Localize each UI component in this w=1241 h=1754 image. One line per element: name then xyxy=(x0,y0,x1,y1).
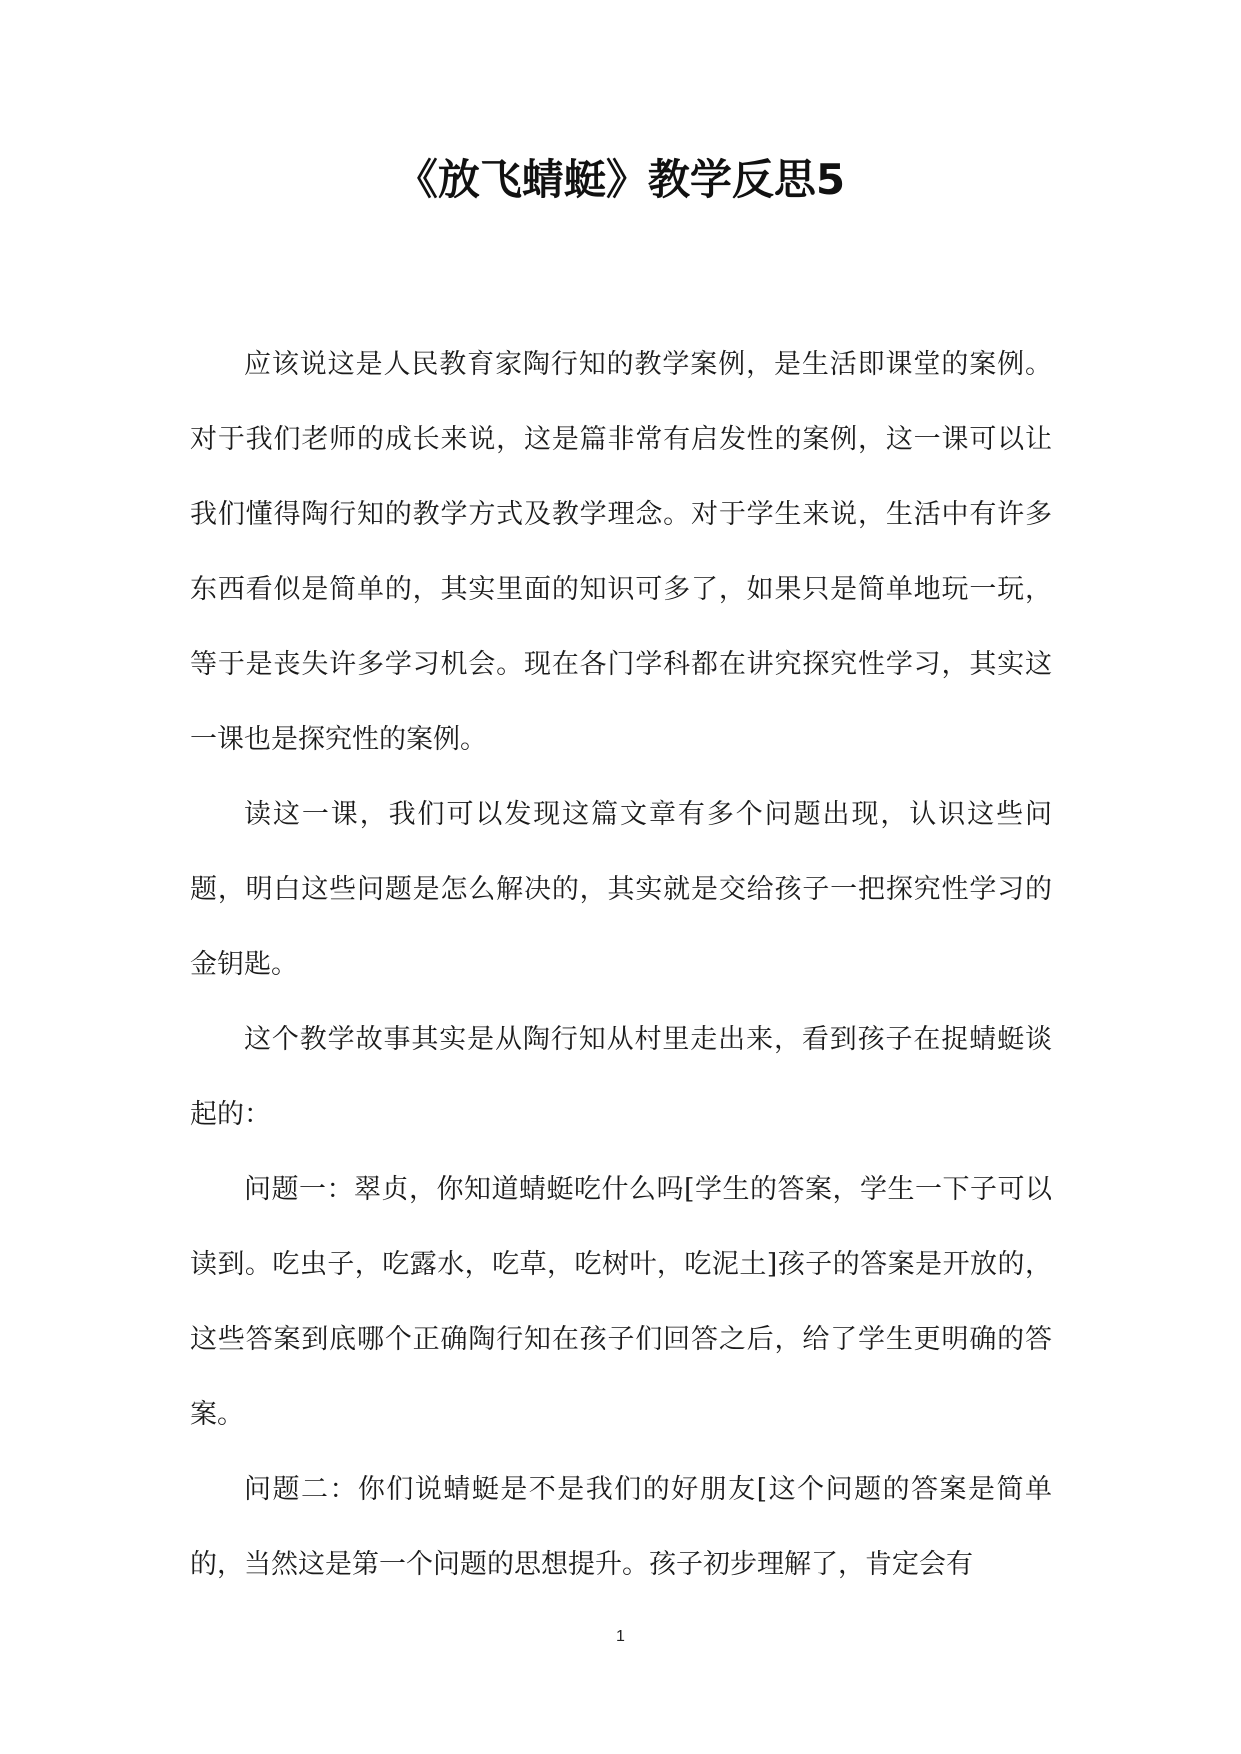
paragraph: 读这一课，我们可以发现这篇文章有多个问题出现，认识这些问题，明白这些问题是怎么解决的，其实就是交给孩子一把探究性学习的金钥匙。 xyxy=(190,799,1052,980)
page-number: 1 xyxy=(616,1628,625,1645)
document-title: 《放飞蜻蜓》教学反思5 xyxy=(395,155,846,204)
paragraph: 应该说这是人民教育家陶行知的教学案例，是生活即课堂的案例。对于我们老师的成长来说，这是篇非常有启发性的案例，这一课可以让我们懂得陶行知的教学方式及教学理念。对于学生来说，生活中有许多东西看似是简单的，其实里面的知识可多了，如果只是简单地玩一玩，等于是丧失许多学习机会。现在各门学科都在讲究探究性学习，其实这一课也是探究性的案例。 xyxy=(190,349,1052,755)
paragraph: 问题二：你们说蜻蜓是不是我们的好朋友[这个问题的答案是简单的，当然这是第一个问题的思想提升。孩子初步理解了，肯定会有 xyxy=(190,1474,1052,1580)
document-body xyxy=(190,327,1052,1602)
paragraph: 这个教学故事其实是从陶行知从村里走出来，看到孩子在捉蜻蜓谈起的： xyxy=(190,1024,1052,1130)
paragraph: 问题一：翠贞，你知道蜻蜓吃什么吗[学生的答案，学生一下子可以读到。吃虫子，吃露水，吃草，吃树叶，吃泥土]孩子的答案是开放的，这些答案到底哪个正确陶行知在孩子们回答之后，给了学生更明确的答案。 xyxy=(190,1174,1052,1430)
